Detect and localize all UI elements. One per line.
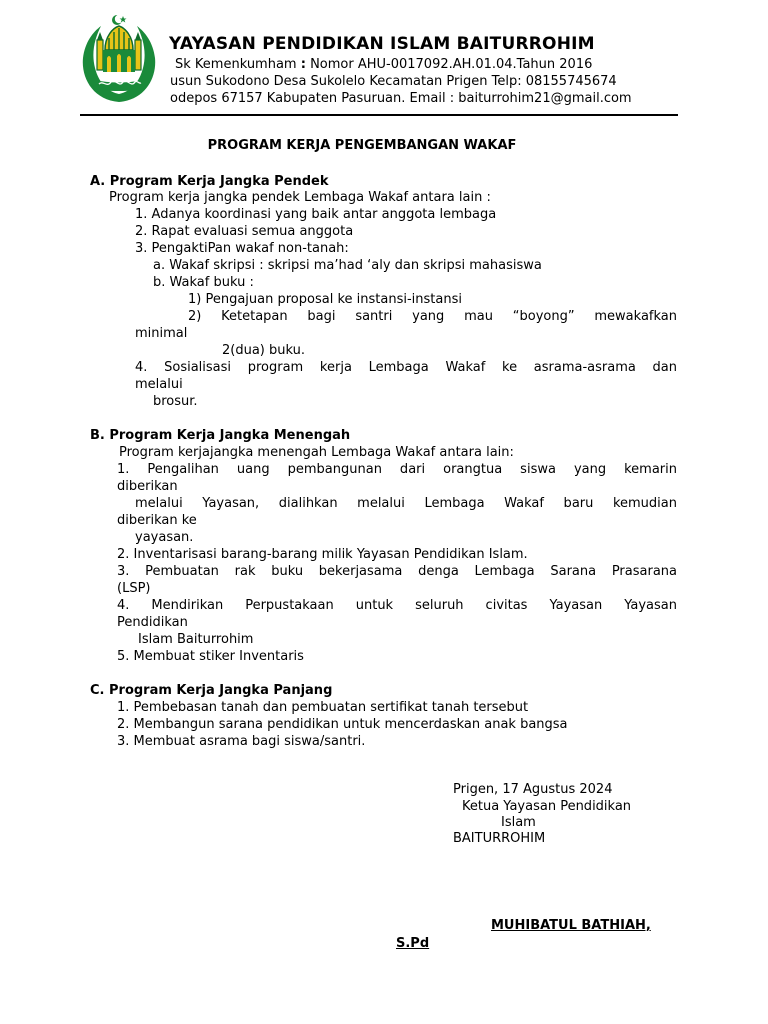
section-c-item-3: 3. Membuat asrama bagi siswa/santri. (117, 734, 366, 749)
foundation-logo (79, 12, 159, 108)
section-b-item-4: 4. Mendirikan Perpustakaan untuk seluruh civitas Yayasan Yayasan (117, 598, 677, 613)
section-a-sub-b-2-end: 2(dua) buku. (222, 343, 305, 358)
legal-registration-line: Sk Kemenkumham : Nomor AHU-0017092.AH.01.04.Tahun 2016 (175, 57, 593, 72)
signatory-role-line-2: Islam (501, 815, 536, 830)
section-a-item-2: 2. Rapat evaluasi semua anggota (135, 224, 354, 239)
section-b-item-1-cont-c: diberikan ke (117, 513, 197, 528)
section-a-item-4-cont: melalui (135, 377, 183, 392)
place-date: Prigen, 17 Agustus 2024 (453, 782, 613, 797)
section-b-item-5: 5. Membuat stiker Inventaris (117, 649, 304, 664)
signatory-name: MUHIBATUL BATHIAH, (491, 918, 651, 933)
section-b-item-1-cont-b: melalui Yayasan, dialihkan melalui Lembaga Wakaf baru kemudian (135, 496, 677, 511)
header-divider (80, 114, 678, 116)
postal-email-line: odepos 67157 Kabupaten Pasuruan. Email : baiturrohim21@gmail.com (170, 91, 632, 106)
section-a-sub-b-2: 2) Ketetapan bagi santri yang mau “boyong” mewakafkan (188, 309, 677, 324)
section-a-item-1: 1. Adanya koordinasi yang baik antar anggota lembaga (135, 207, 497, 222)
section-b-item-3-cont: (LSP) (117, 581, 151, 596)
section-b-heading: B. Program Kerja Jangka Menengah (90, 428, 351, 443)
section-a-sub-b-2-cont: minimal (135, 326, 188, 341)
section-b-item-4-end: Islam Baiturrohim (138, 632, 254, 647)
section-a-sub-a: a. Wakaf skripsi : skripsi ma’had ‘aly dan skripsi mahasiswa (153, 258, 542, 273)
section-a-item-4-end: brosur. (153, 394, 198, 409)
section-b-item-1: 1. Pengalihan uang pembangunan dari orangtua siswa yang kemarin (117, 462, 677, 477)
section-a-item-3: 3. PengaktiPan wakaf non-tanah: (135, 241, 349, 256)
organization-name: YAYASAN PENDIDIKAN ISLAM BAITURROHIM (169, 34, 595, 54)
section-c-item-2: 2. Membangun sarana pendidikan untuk mencerdaskan anak bangsa (117, 717, 568, 732)
section-a-item-4: 4. Sosialisasi program kerja Lembaga Wakaf ke asrama-asrama dan (135, 360, 677, 375)
section-c-item-1: 1. Pembebasan tanah dan pembuatan sertifikat tanah tersebut (117, 700, 529, 715)
section-a-intro: Program kerja jangka pendek Lembaga Wakaf antara lain : (109, 190, 491, 205)
section-a-heading: A. Program Kerja Jangka Pendek (90, 174, 329, 189)
section-b-item-2: 2. Inventarisasi barang-barang milik Yayasan Pendidikan Islam. (117, 547, 528, 562)
letterhead (0, 0, 768, 112)
section-b-item-3: 3. Pembuatan rak buku bekerjasama denga Lembaga Sarana Prasarana (117, 564, 677, 579)
section-a-sub-b-1: 1) Pengajuan proposal ke instansi-instansi (188, 292, 462, 307)
section-c-heading: C. Program Kerja Jangka Panjang (90, 683, 333, 698)
signatory-role-line-1: Ketua Yayasan Pendidikan (462, 799, 632, 814)
document-title: PROGRAM KERJA PENGEMBANGAN WAKAF (207, 138, 517, 153)
signatory-title: S.Pd (396, 936, 430, 951)
section-b-item-4-cont: Pendidikan (117, 615, 188, 630)
section-b-intro: Program kerjajangka menengah Lembaga Wakaf antara lain: (119, 445, 514, 460)
signatory-role-line-3: BAITURROHIM (453, 831, 546, 846)
section-b-item-1-cont-a: diberikan (117, 479, 178, 494)
address-line: usun Sukodono Desa Sukolelo Kecamatan Prigen Telp: 08155745674 (170, 74, 617, 89)
section-b-item-1-end: yayasan. (135, 530, 194, 545)
section-a-sub-b: b. Wakaf buku : (153, 275, 254, 290)
